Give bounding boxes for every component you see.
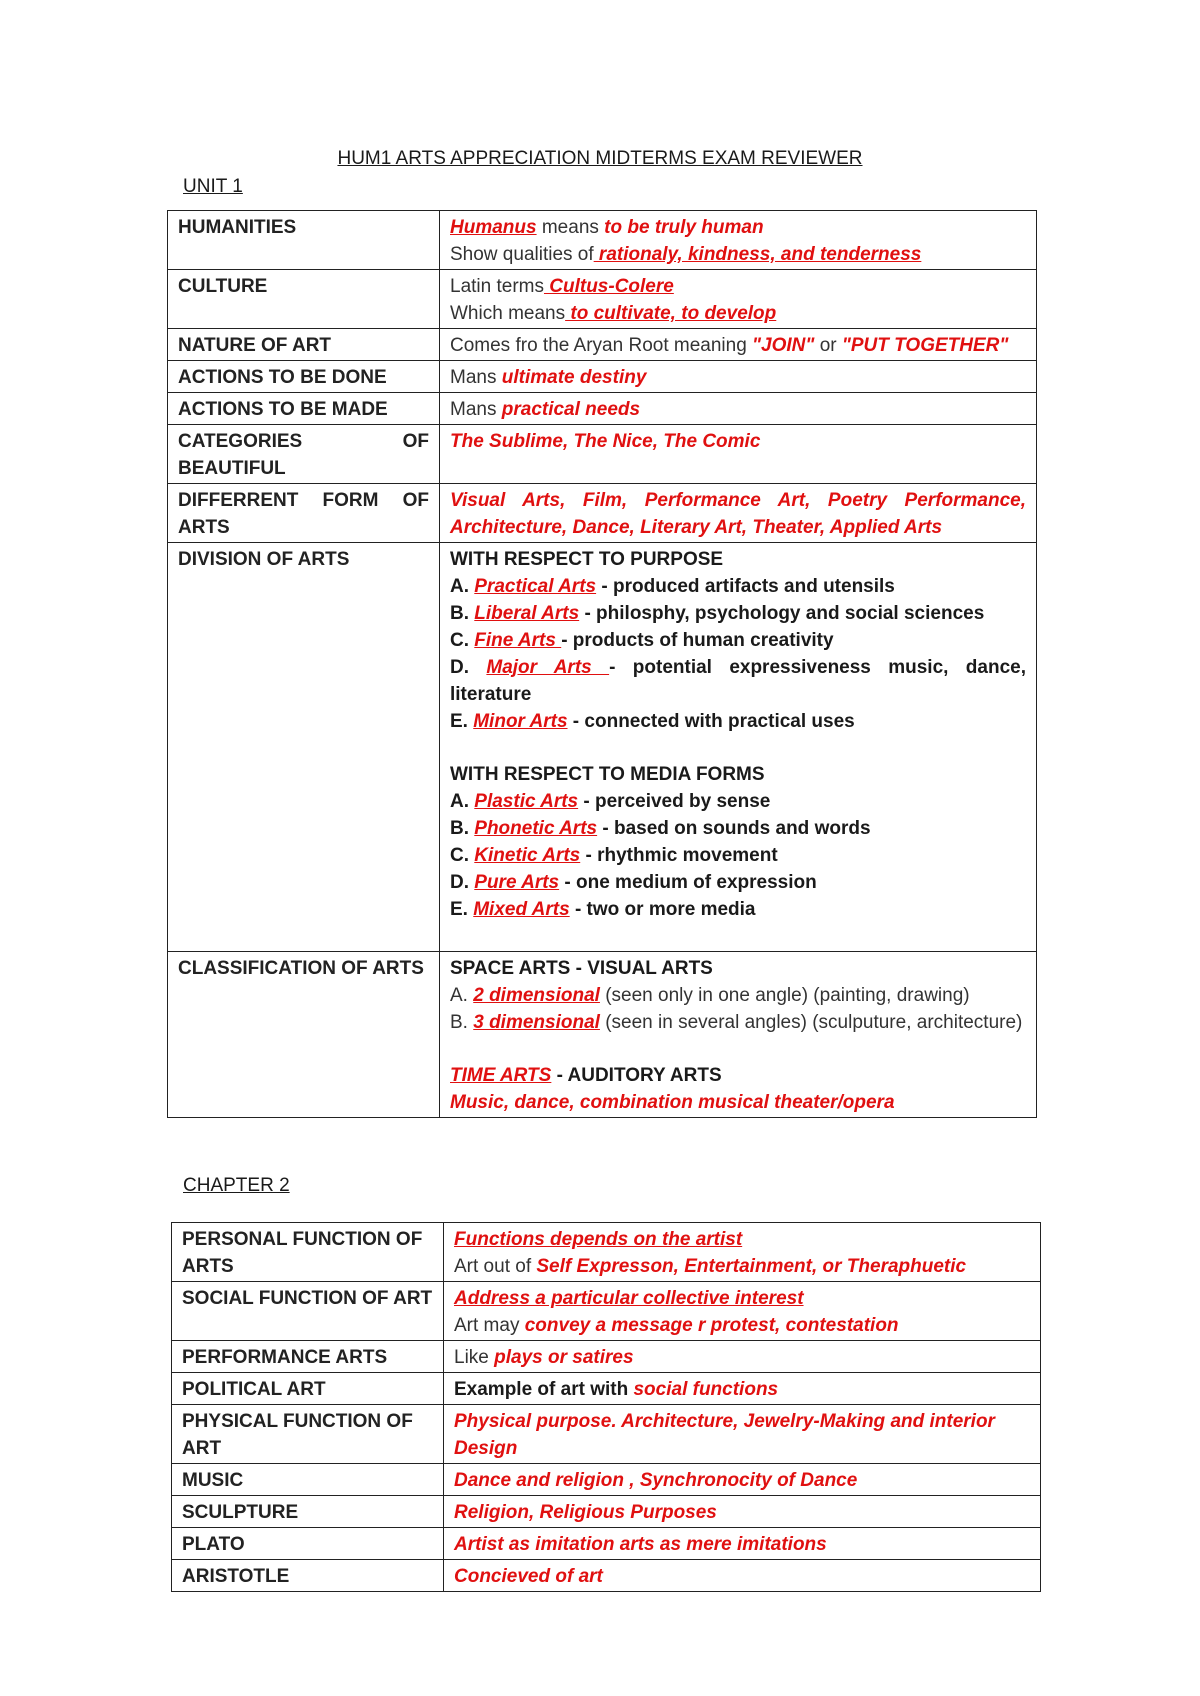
- media-heading: WITH RESPECT TO MEDIA FORMS: [450, 764, 765, 785]
- row-value: Example of art with social functions: [444, 1373, 1041, 1405]
- text: Mans: [450, 399, 502, 420]
- label-plato: PLATO: [182, 1534, 245, 1555]
- table-row: [168, 361, 1037, 393]
- text: Which means: [450, 303, 566, 324]
- row-label: [172, 1341, 444, 1373]
- row-label: [172, 1223, 444, 1282]
- row-value: [440, 484, 1037, 543]
- value: plays or satires: [494, 1347, 634, 1368]
- list-item: A. Practical Arts - produced artifacts and utensils: [450, 576, 895, 597]
- row-value: [444, 1528, 1041, 1560]
- list-item: E. Minor Arts - connected with practical uses: [450, 711, 855, 732]
- list-item: E. Mixed Arts - two or more media: [450, 899, 756, 920]
- value: Visual Arts, Film, Performance Art, Poetry Performance, Architecture, Dance, Literary Art, Theater, Applied Arts: [450, 490, 1026, 538]
- list-item: C. Fine Arts - products of human creativity: [450, 630, 834, 651]
- row-label: [172, 1464, 444, 1496]
- list-item: A. 2 dimensional (seen only in one angle) (painting, drawing): [450, 985, 970, 1006]
- row-value: Functions depends on the artist Art out of Self Expresson, Entertainment, or Theraphuetic: [444, 1223, 1041, 1282]
- term-humanus: Humanus: [450, 217, 537, 238]
- table-row: [172, 1405, 1041, 1464]
- row-label: [172, 1560, 444, 1592]
- row-label: [168, 393, 440, 425]
- label-music: MUSIC: [182, 1470, 244, 1491]
- text: or: [814, 335, 842, 356]
- text: Comes fro the Aryan Root meaning: [450, 335, 753, 356]
- table-row: [168, 270, 1037, 329]
- row-value: [444, 1405, 1041, 1464]
- row-value: Address a particular collective interest Art may convey a message r protest, contestation: [444, 1282, 1041, 1341]
- row-label: [172, 1282, 444, 1341]
- table-row: [172, 1496, 1041, 1528]
- list-item: B. Liberal Arts - philosphy, psychology and social sciences: [450, 603, 985, 624]
- table-row: [172, 1373, 1041, 1405]
- row-label: [168, 543, 440, 952]
- row-value: [440, 543, 1037, 952]
- chapter-2-table: [171, 1222, 1041, 1592]
- term-cultus: Cultus-Colere: [543, 276, 674, 297]
- table-row: [168, 484, 1037, 543]
- row-value: [440, 952, 1037, 1118]
- label-division: DIVISION OF ARTS: [178, 549, 350, 570]
- text: Latin terms: [450, 276, 544, 297]
- space-heading: SPACE ARTS - VISUAL ARTS: [450, 958, 713, 979]
- table-row: [172, 1560, 1041, 1592]
- value: The Sublime, The Nice, The Comic: [450, 431, 761, 452]
- list-item: B. 3 dimensional (seen in several angles) (sculputure, architecture): [450, 1012, 1023, 1033]
- table-row: [172, 1464, 1041, 1496]
- text: means: [536, 217, 605, 238]
- label-categories: CATEGORIES OF BEAUTIFUL: [178, 431, 429, 479]
- value: Concieved of art: [454, 1566, 603, 1587]
- unit-1-table: [167, 210, 1037, 1118]
- row-label: [168, 361, 440, 393]
- row-value: [444, 1560, 1041, 1592]
- label-forms: DIFFERRENT FORM OF ARTS: [178, 490, 429, 538]
- label-political-art: POLITICAL ART: [182, 1379, 326, 1400]
- row-value: [440, 425, 1037, 484]
- row-value: [440, 361, 1037, 393]
- text: Mans: [450, 367, 502, 388]
- value: social functions: [633, 1379, 779, 1400]
- table-row: [172, 1282, 1041, 1341]
- table-row: [172, 1223, 1041, 1282]
- value: Religion, Religious Purposes: [454, 1502, 717, 1523]
- row-value: [444, 1464, 1041, 1496]
- unit-heading: UNIT 1: [183, 176, 243, 197]
- list-item: B. Phonetic Arts - based on sounds and words: [450, 818, 871, 839]
- table-row: [168, 211, 1037, 270]
- row-label: [172, 1528, 444, 1560]
- value: Dance and religion , Synchronocity of Dance: [454, 1470, 858, 1491]
- table-row: [168, 425, 1037, 484]
- list-item: C. Kinetic Arts - rhythmic movement: [450, 845, 778, 866]
- label-physical-function: PHYSICAL FUNCTION OF ART: [182, 1411, 413, 1459]
- table-row: [168, 543, 1037, 952]
- label-performance-arts: PERFORMANCE ARTS: [182, 1347, 388, 1368]
- text: Show qualities of: [450, 244, 594, 265]
- list-item: A. Plastic Arts - perceived by sense: [450, 791, 771, 812]
- definition: to be truly human: [604, 217, 764, 238]
- table-row: [168, 393, 1037, 425]
- row-label: [172, 1373, 444, 1405]
- definition: rationaly, kindness, and tenderness: [593, 244, 922, 265]
- value: practical needs: [501, 399, 641, 420]
- row-value: [440, 211, 1037, 270]
- row-value: [444, 1496, 1041, 1528]
- table-row: [172, 1528, 1041, 1560]
- label-aristotle: ARISTOTLE: [182, 1566, 290, 1587]
- purpose-heading: WITH RESPECT TO PURPOSE: [450, 549, 724, 570]
- row-value: [440, 270, 1037, 329]
- table-row: [172, 1341, 1041, 1373]
- row-label: [172, 1405, 444, 1464]
- row-value: [440, 393, 1037, 425]
- value: Physical purpose. Architecture, Jewelry-Making and interior Design: [454, 1411, 995, 1459]
- list-item: D. Pure Arts - one medium of expression: [450, 872, 817, 893]
- row-label: [172, 1496, 444, 1528]
- label-nature-of-art: NATURE OF ART: [178, 335, 332, 356]
- value: ultimate destiny: [501, 367, 647, 388]
- label-personal-function: PERSONAL FUNCTION OF ARTS: [182, 1229, 423, 1277]
- quote-put-together: "PUT TOGETHER": [841, 335, 1009, 356]
- label-humanities: HUMANITIES: [178, 217, 297, 238]
- label-social-function: SOCIAL FUNCTION OF ART: [182, 1288, 433, 1309]
- row-label: [168, 425, 440, 484]
- value: Artist as imitation arts as mere imitations: [454, 1534, 827, 1555]
- quote-join: "JOIN": [752, 335, 815, 356]
- table-row: [168, 329, 1037, 361]
- row-label: [168, 484, 440, 543]
- row-label: [168, 952, 440, 1118]
- time-value: Music, dance, combination musical theater/opera: [450, 1092, 895, 1113]
- table-row: [168, 952, 1037, 1118]
- row-value: Like plays or satires: [444, 1341, 1041, 1373]
- label-classification: CLASSIFICATION OF ARTS: [178, 958, 424, 979]
- page-title: HUM1 ARTS APPRECIATION MIDTERMS EXAM REVIEWER: [337, 148, 863, 169]
- row-label: [168, 329, 440, 361]
- value: Functions depends on the artist: [454, 1229, 743, 1250]
- list-item: D. Major Arts - potential expressiveness music, dance, literature: [450, 657, 1026, 705]
- chapter-heading: CHAPTER 2: [183, 1175, 290, 1196]
- row-value: [440, 329, 1037, 361]
- label-actions-made: ACTIONS TO BE MADE: [178, 399, 388, 420]
- label-sculpture: SCULPTURE: [182, 1502, 299, 1523]
- value: Address a particular collective interest: [454, 1288, 804, 1309]
- label-actions-done: ACTIONS TO BE DONE: [178, 367, 387, 388]
- label-culture: CULTURE: [178, 276, 268, 297]
- time-heading: TIME ARTS - AUDITORY ARTS: [450, 1065, 722, 1086]
- row-label: [168, 270, 440, 329]
- definition: to cultivate, to develop: [565, 303, 777, 324]
- row-label: [168, 211, 440, 270]
